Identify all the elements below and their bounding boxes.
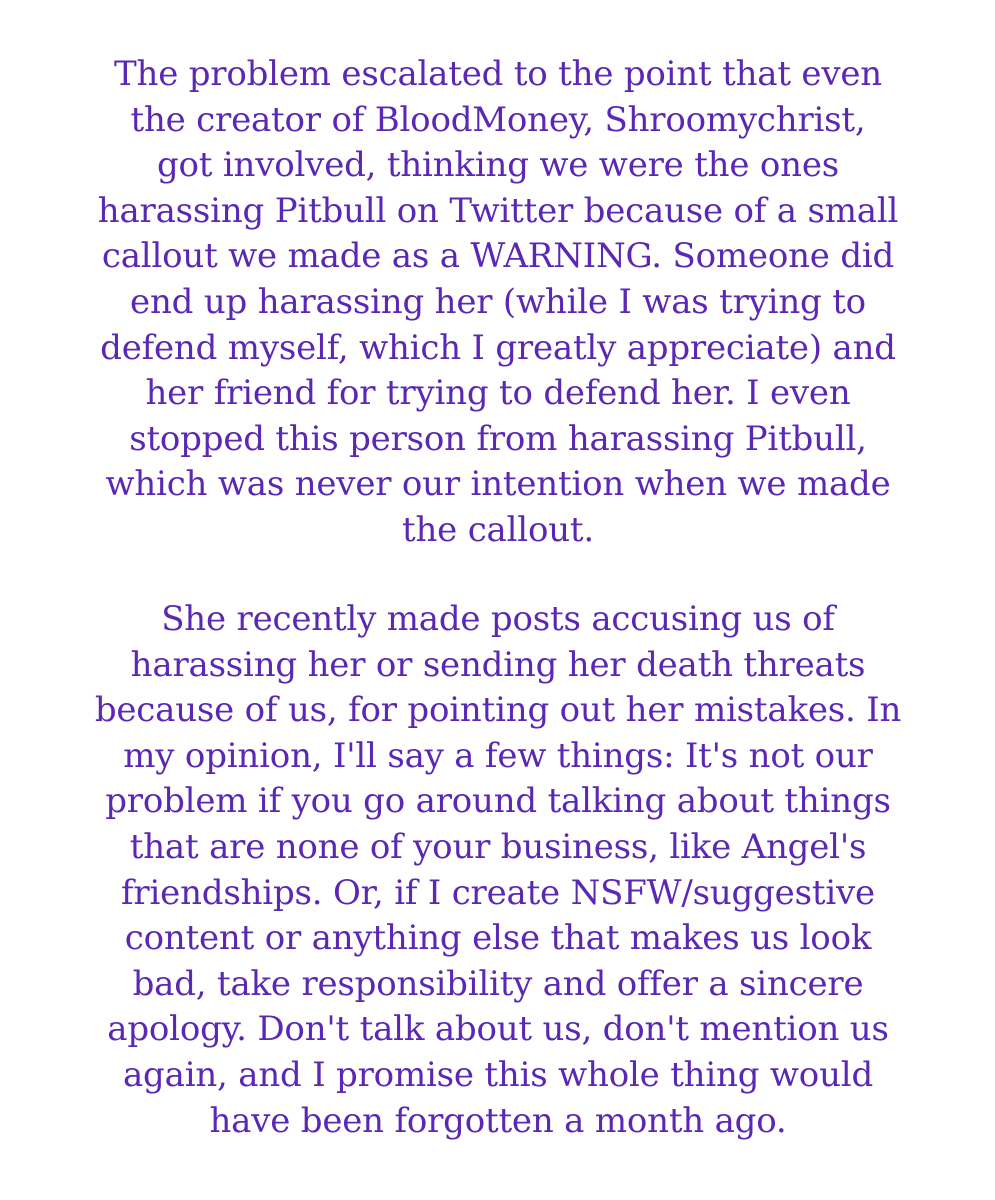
paragraph-1 bbox=[58, 52, 938, 554]
text-line: stopped this person from harassing Pitbull, bbox=[129, 418, 867, 459]
text-line: callout we made as a WARNING. Someone did bbox=[101, 236, 895, 277]
text-line: apology. Don't talk about us, don't mention us bbox=[107, 1009, 889, 1050]
text-line: the callout. bbox=[402, 509, 594, 550]
text-line: because of us, for pointing out her mistakes. In bbox=[94, 690, 902, 731]
text-line: got involved, thinking we were the ones bbox=[156, 145, 840, 186]
text-line: have been forgotten a month ago. bbox=[209, 1100, 787, 1141]
text-line: The problem escalated to the point that even bbox=[114, 54, 882, 94]
text-line: her friend for trying to defend her. I even bbox=[145, 373, 851, 414]
text-line: defend myself, which I greatly appreciate) and bbox=[100, 327, 896, 368]
text-line: She recently made posts accusing us of bbox=[161, 599, 835, 639]
text-line: harassing Pitbull on Twitter because of a small bbox=[97, 190, 899, 231]
text-line: which was never our intention when we made bbox=[105, 464, 891, 505]
text-line: my opinion, I'll say a few things: It's not our bbox=[123, 735, 873, 776]
text-line: again, and I promise this whole thing would bbox=[122, 1054, 874, 1095]
text-line: problem if you go around talking about things bbox=[105, 781, 891, 822]
paragraph-2 bbox=[58, 597, 938, 1144]
text-line: bad, take responsibility and offer a sincere bbox=[132, 963, 864, 1004]
text-line: that are none of your business, like Angel's bbox=[129, 826, 867, 867]
text-line: content or anything else that makes us look bbox=[124, 918, 872, 959]
text-line: harassing her or sending her death threats bbox=[130, 644, 866, 685]
text-line: end up harassing her (while I was trying to bbox=[130, 281, 866, 322]
text-line: friendships. Or, if I create NSFW/suggestive bbox=[121, 872, 875, 913]
text-line: the creator of BloodMoney, Shroomychrist, bbox=[130, 99, 866, 140]
